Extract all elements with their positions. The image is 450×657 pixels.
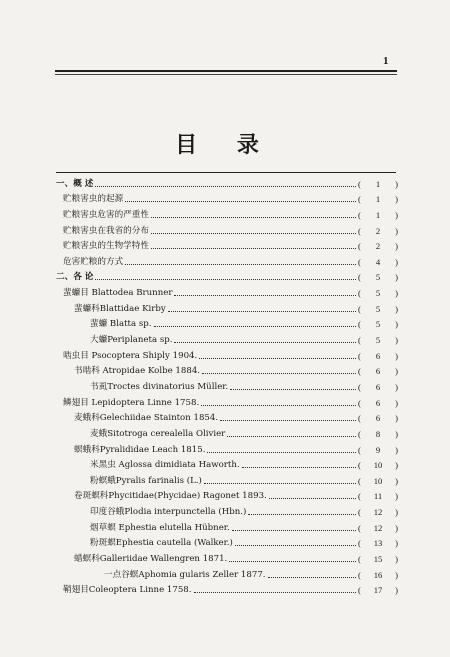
toc-entry [56,252,398,268]
toc-entry-label: 贮粮害虫危害的严重性 [63,209,149,220]
toc-entry-page: ( 10 ) [358,475,398,486]
toc-entry-page-number: 2 [375,225,381,236]
toc-entry-page-number: 16 [373,569,383,580]
toc-entry-page: ( 2 ) [358,225,398,236]
toc-entry-label: 粉螟蛾Pyralis farinalis (L.) [90,475,202,486]
toc-entry-page-number: 9 [375,444,381,455]
dot-leader [230,389,356,390]
toc-entry-page-number: 4 [375,256,381,267]
toc-entry-label: 印度谷蛾Plodia interpunctella (Hbn.) [90,507,247,518]
toc-entry-page: ( 10 ) [358,460,398,471]
toc-entry-label: 麦蛾科Gelechiidae Stainton 1854. [74,413,219,424]
dot-leader [194,592,357,593]
toc-entry-label: 大蠊Periplaneta sp. [90,335,173,346]
dot-leader [204,483,356,484]
toc-entry-page-number: 6 [375,350,381,361]
toc-entry-page: ( 9 ) [358,444,398,455]
dot-leader [125,201,356,202]
toc-entry-page-number: 15 [373,554,383,565]
toc-entry-page: ( 2 ) [358,241,398,252]
dot-leader [232,530,356,531]
toc-entry-page-number: 6 [375,413,381,424]
toc-entry [56,299,398,315]
toc-entry [56,518,398,534]
toc-entry-page-number: 2 [375,241,381,252]
toc-entry [56,581,398,597]
page-number: 1 [383,55,389,67]
dot-leader [235,545,356,546]
toc-entry-label: 啮虫目 Psocoptera Shiply 1904. [63,350,198,361]
toc-entry-page: ( 5 ) [358,319,398,330]
toc-entry-label: 蜚蠊科Blattidae Kirby [74,303,166,314]
dot-leader [269,498,356,499]
toc-entry-label: 蜚蠊 Blatta sp. [90,319,152,330]
toc-entry-page-number: 12 [373,507,383,518]
toc-entry-page: ( 17 ) [358,585,398,596]
toc-title: 目 录 [175,133,275,158]
toc-entry-label: 螟蛾科Pyralididae Leach 1815. [74,444,206,455]
toc-entry-label: 危害贮粮的方式 [63,256,124,267]
toc-entry [56,174,398,190]
toc-entry [56,409,398,425]
toc-entry-label: 书虱Troctes divinatorius Müller. [90,381,229,392]
toc-entry-label: 贮粮害虫在我省的分布 [63,225,149,236]
toc-entry-label: 烟草螟 Ephestia elutella Hübner. [90,522,230,533]
toc-entry-page: ( 4 ) [358,256,398,267]
toc-entry-page-number: 5 [375,272,381,283]
toc-entry-label: 蜚蠊目 Blattodea Brunner [63,288,173,299]
toc-entry-page-number: 6 [375,397,381,408]
dot-leader [174,342,356,343]
dot-leader [151,248,356,249]
toc-entry-page-number: 10 [373,460,383,471]
toc-entry-page-number: 6 [375,381,381,392]
dot-leader [248,514,356,515]
toc-entry [56,283,398,299]
dot-leader [95,186,356,187]
toc-entry-page: ( 6 ) [358,413,398,424]
toc-entry [56,237,398,253]
toc-entry-page-number: 17 [373,585,383,596]
dot-leader [202,373,356,374]
toc-entry-page: ( 5 ) [358,288,398,299]
toc-entry-label: 蜡螟科Galleriidae Wallengren 1871. [74,554,228,565]
toc-entry-page: ( 1 ) [358,209,398,220]
toc-entry-page: ( 6 ) [358,381,398,392]
toc-entry [56,565,398,581]
toc-entry-label: 二、各 论 [56,272,94,283]
toc-entry [56,362,398,378]
toc-entry-page: ( 1 ) [358,194,398,205]
toc-entry [56,268,398,284]
dot-leader [207,452,356,453]
toc-entry-page-number: 5 [375,288,381,299]
toc-entry [56,440,398,456]
toc-entry-label: 鳞翅目 Lepidoptera Linne 1758. [63,397,200,408]
toc-entry-page-number: 6 [375,366,381,377]
toc-entry-label: 一、概 述 [56,178,94,189]
toc-entry-label: 贮粮害虫的生物学特性 [63,241,149,252]
toc-entry-label: 卷斑螟科Phycitidae(Phycidae) Ragonet 1893. [74,491,267,502]
toc-entry-label: 粉斑螟Ephestia cautella (Walker.) [90,538,233,549]
dot-leader [95,279,356,280]
toc-entry [56,502,398,518]
toc-entry-label: 书啮科 Atropidae Kolbe 1884. [74,366,201,377]
toc-entry-page: ( 13 ) [358,538,398,549]
toc-entry [56,190,398,206]
dot-leader [174,295,356,296]
toc-entry-page: ( 15 ) [358,554,398,565]
dot-leader [201,405,356,406]
dot-leader [125,264,356,265]
toc-entry-page: ( 8 ) [358,428,398,439]
toc-entry-page-number: 5 [375,303,381,314]
toc-entry-page-number: 10 [373,475,383,486]
toc-entry [56,346,398,362]
toc-rule [56,172,396,173]
toc-entry-page-number: 5 [375,319,381,330]
dot-leader [168,311,356,312]
toc-entry-page-number: 5 [375,335,381,346]
dot-leader [220,420,356,421]
toc-entry [56,393,398,409]
dot-leader [242,467,356,468]
dot-leader [227,436,356,437]
toc-entry [56,487,398,503]
toc-entry-label: 贮粮害虫的起源 [63,194,124,205]
toc-entry-page: ( 5 ) [358,303,398,314]
toc-entry-page-number: 1 [375,194,381,205]
toc-entry [56,377,398,393]
toc-entry-page: ( 12 ) [358,507,398,518]
toc-entry-page: ( 6 ) [358,350,398,361]
toc-entry-label: 鞘翅目Coleoptera Linne 1758. [63,585,192,596]
dot-leader [268,577,356,578]
toc-entry-page-number: 13 [373,538,383,549]
toc-entry-page: ( 5 ) [358,335,398,346]
toc-entry-page-number: 8 [375,428,381,439]
toc-entry-page-number: 1 [375,178,381,189]
toc-entry [56,471,398,487]
table-of-contents [56,174,398,596]
toc-entry [56,205,398,221]
header-rule [55,70,397,72]
toc-entry-page: ( 6 ) [358,397,398,408]
toc-entry [56,315,398,331]
dot-leader [154,326,356,327]
toc-entry-page: ( 11 ) [358,491,398,502]
dot-leader [199,358,356,359]
toc-entry [56,456,398,472]
toc-entry-label: 麦蛾Sitotroga cerealella Olivier [90,428,226,439]
toc-entry-page: ( 6 ) [358,366,398,377]
toc-entry-page-number: 11 [373,491,383,502]
toc-entry-page: ( 16 ) [358,569,398,580]
dot-leader [151,217,356,218]
toc-entry-label: 米黑虫 Aglossa dimidiata Haworth. [90,460,240,471]
toc-entry-label: 一点谷螟Aphomia gularis Zeller 1877. [104,569,266,580]
toc-entry-page: ( 12 ) [358,522,398,533]
toc-entry [56,221,398,237]
toc-entry [56,534,398,550]
toc-entry-page: ( 5 ) [358,272,398,283]
dot-leader [229,561,356,562]
dot-leader [151,233,356,234]
toc-entry-page: ( 1 ) [358,178,398,189]
toc-entry [56,549,398,565]
toc-entry-page-number: 12 [373,522,383,533]
toc-entry [56,424,398,440]
toc-entry [56,330,398,346]
toc-entry-page-number: 1 [375,209,381,220]
